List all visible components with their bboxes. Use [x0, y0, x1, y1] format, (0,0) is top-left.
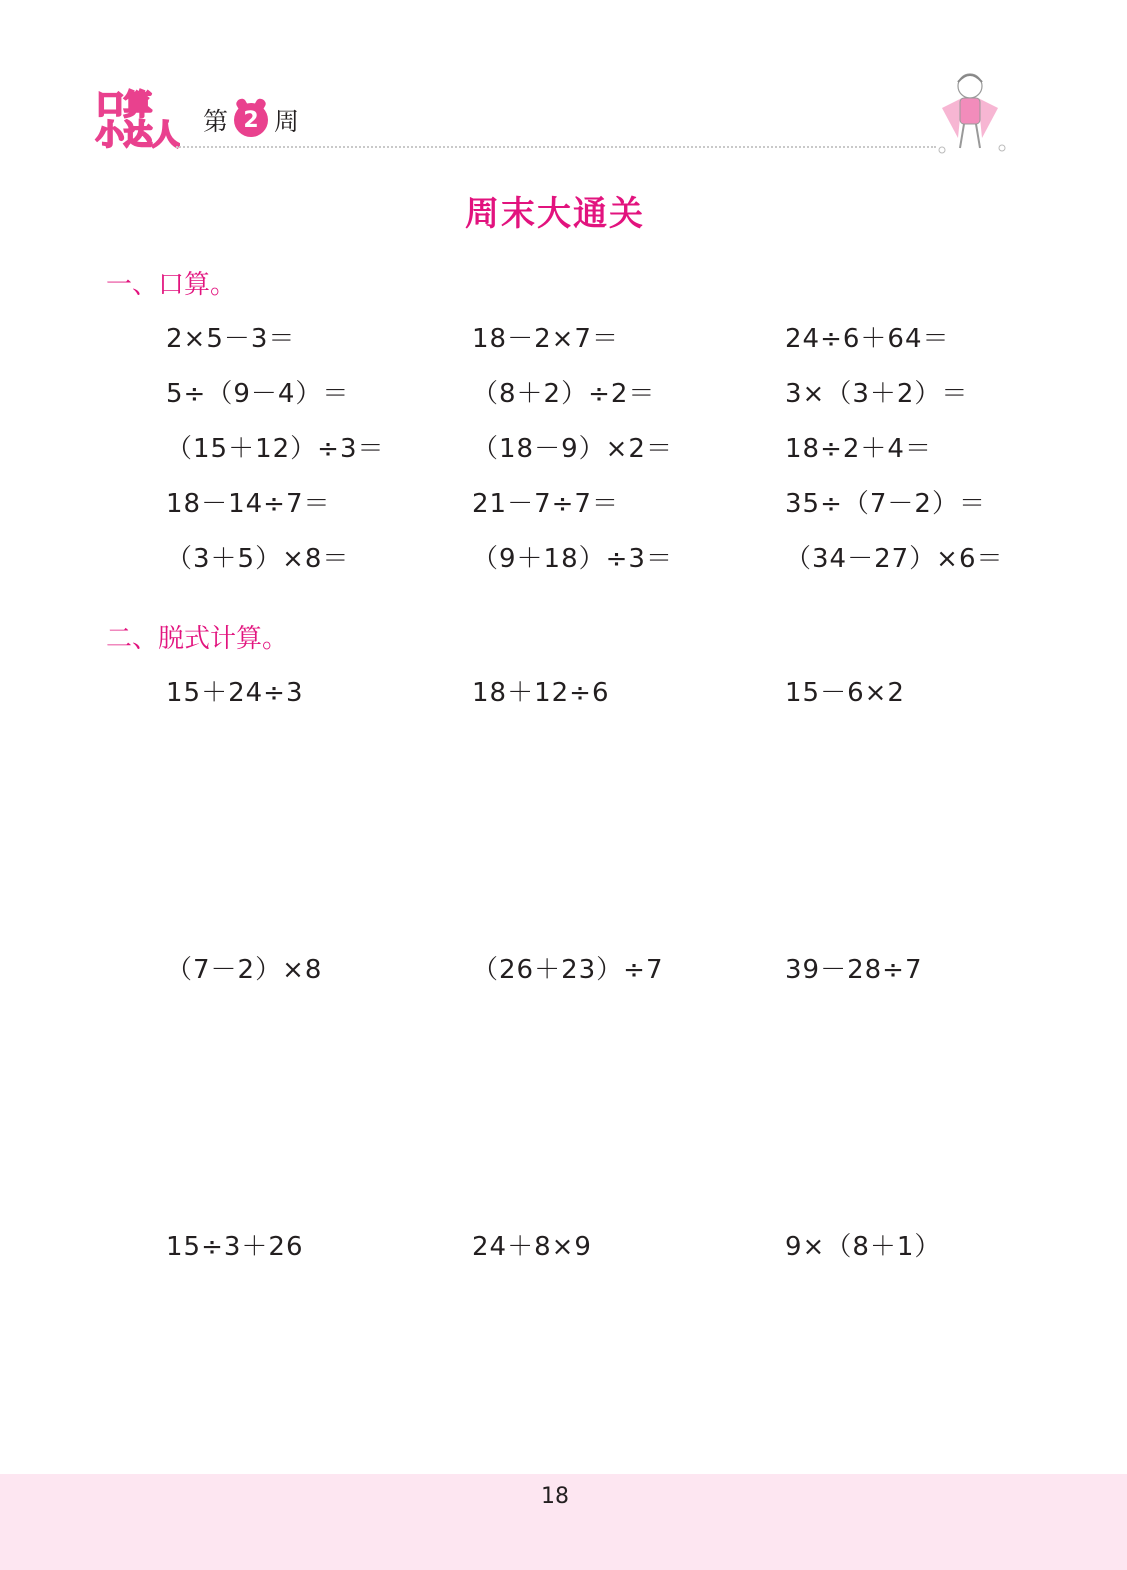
step-problem: （26＋23）÷7: [472, 955, 664, 985]
step-problem: 15÷3＋26: [166, 1232, 304, 1262]
section-heading-step-calculation: 二、脱式计算。: [106, 624, 289, 654]
page-title: 周末大通关: [465, 194, 645, 234]
mental-problem: （3＋5）×8＝: [166, 544, 350, 574]
svg-text:口算: 口算: [96, 88, 153, 121]
mental-problem: 18－14÷7＝: [166, 489, 331, 519]
week-suffix: 周: [274, 107, 300, 136]
mental-problem: 21－7÷7＝: [472, 489, 619, 519]
mental-problem: （15＋12）÷3＝: [166, 434, 385, 464]
week-indicator: [203, 102, 299, 138]
mental-problem: （8＋2）÷2＝: [472, 379, 656, 409]
mental-problem: 5÷（9－4）＝: [166, 379, 350, 409]
step-problem: 39－28÷7: [785, 955, 923, 985]
brand-logo: [94, 86, 180, 150]
mental-problem: （9＋18）÷3＝: [472, 544, 673, 574]
mental-problem: （34－27）×6＝: [785, 544, 1004, 574]
step-problem: 24＋8×9: [472, 1232, 592, 1262]
mental-problem: 2×5－3＝: [166, 324, 296, 354]
step-problem: 18＋12÷6: [472, 678, 610, 708]
week-prefix: 第: [203, 107, 229, 136]
brand-logo-image: [94, 86, 180, 150]
step-problem: 9×（8＋1）: [785, 1232, 942, 1262]
mascot-illustration: [922, 68, 1018, 160]
page-number: 18: [541, 1484, 569, 1509]
step-problem: 15＋24÷3: [166, 678, 304, 708]
step-problem: 15－6×2: [785, 678, 905, 708]
step-problem: （7－2）×8: [166, 955, 323, 985]
mental-problem: 18－2×7＝: [472, 324, 619, 354]
mental-problem: （18－9）×2＝: [472, 434, 673, 464]
section-heading-mental-math: 一、口算。: [106, 270, 237, 300]
mental-problem: 3×（3＋2）＝: [785, 379, 969, 409]
mental-problem: 18÷2＋4＝: [785, 434, 932, 464]
header-divider: [176, 146, 936, 148]
mascot-icon: [922, 68, 1018, 160]
week-number-badge: 2: [234, 103, 268, 137]
mental-problem: 35÷（7－2）＝: [785, 489, 986, 519]
svg-text:小达人: 小达人: [96, 118, 180, 150]
mental-problem: 24÷6＋64＝: [785, 324, 950, 354]
